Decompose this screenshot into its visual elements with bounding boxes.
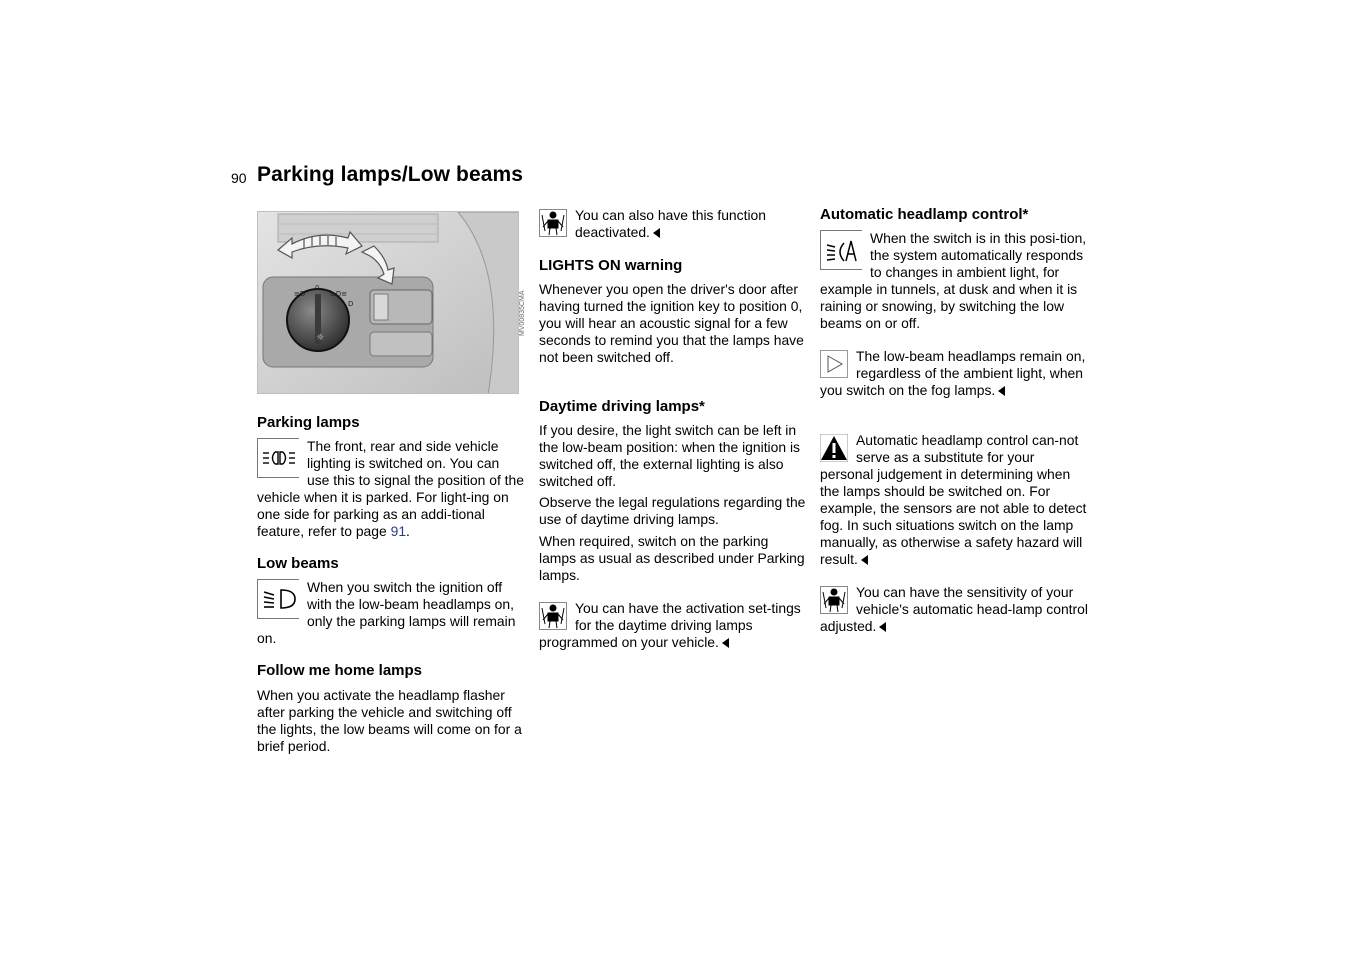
follow-me-home-heading: Follow me home lamps (257, 662, 423, 679)
svg-text:D: D (348, 300, 354, 308)
low-beams-section (257, 579, 525, 647)
deactivate-note (539, 207, 807, 241)
activation-text: You can have the activation set-tings for the daytime driving lamps programmed on your vehicle. (539, 600, 801, 650)
svg-text:0: 0 (315, 284, 320, 292)
low-beam-icon (257, 579, 299, 619)
fog-lamps-note (820, 348, 1088, 399)
daytime-driving-heading: Daytime driving lamps* (539, 398, 705, 415)
figure-code: MV00835CMA (519, 290, 526, 336)
parking-lamps-heading: Parking lamps (257, 414, 360, 431)
automatic-headlamp-heading: Automatic headlamp control* (820, 206, 1029, 223)
svg-text:≡D: ≡D (294, 290, 306, 298)
service-technician-icon (539, 209, 567, 237)
end-mark-icon (998, 386, 1005, 396)
warning-note (820, 432, 1088, 568)
service-technician-icon (539, 602, 567, 630)
low-beams-text: When you switch the ignition off with the low-beam headlamps on, only the parking lamps will remain on. (257, 579, 516, 646)
page-number: 90 (231, 170, 247, 186)
warning-text: Automatic headlamp control can-not serve as a substitute for your personal judgement in determining when the lamps should be switched on. For example, the sensors are not able to detect fog. In such situations switch on the lamp manually, as otherwise a safety hazard will result. (820, 432, 1087, 567)
light-switch-illustration (258, 212, 519, 394)
parking-lamps-section (257, 438, 525, 540)
light-switch-photo (257, 211, 519, 394)
end-mark-icon (879, 622, 886, 632)
lights-on-warning-text: Whenever you open the driver's door after having turned the ignition key to position 0, you will hear an acoustic signal for a few seconds to remind you that the lamps have not been switched off. (539, 281, 804, 365)
daytime-driving-p1: If you desire, the light switch can be left in the low-beam position: when the ignition is switched off, the external lighting is also switched off. (539, 422, 800, 489)
service-technician-icon (820, 586, 848, 614)
parking-lamp-icon (257, 438, 299, 478)
warning-triangle-icon (820, 434, 848, 462)
sensitivity-text: You can have the sensitivity of your vehicle's automatic head-lamp control adjusted. (820, 584, 1088, 634)
daytime-driving-p3: When required, switch on the parking lamps as usual as described under Parking lamps. (539, 533, 805, 583)
low-beams-heading: Low beams (257, 555, 339, 572)
deactivate-text: You can also have this function deactivated. (575, 207, 767, 240)
end-mark-icon (722, 638, 729, 648)
parking-lamps-text-end: . (406, 523, 410, 539)
automatic-headlamp-text: When the switch is in this posi-tion, the system automatically responds to changes in ambient light, for example in tunnels, at dusk and when it is raining or snowing, by switching the low beams on or off. (820, 230, 1087, 331)
page-title: Parking lamps/Low beams (257, 163, 524, 186)
svg-text:☼: ☼ (316, 333, 325, 343)
daytime-driving-p2: Observe the legal regulations regarding the use of daytime driving lamps. (539, 494, 806, 527)
auto-headlamp-icon (820, 230, 862, 270)
follow-me-home-text: When you activate the headlamp flasher after parking the vehicle and switching off the lights, the low beams will come on for a brief period. (257, 687, 522, 754)
svg-text:≡D≡: ≡D≡ (330, 290, 348, 298)
activation-note (539, 600, 807, 651)
end-mark-icon (653, 228, 660, 238)
lights-on-warning-heading: LIGHTS ON warning (539, 257, 683, 274)
fog-lamps-text: The low-beam headlamps remain on, regardless of the ambient light, when you switch on the fog lamps. (820, 348, 1086, 398)
parking-lamps-text: The front, rear and side vehicle lighting is switched on. You can use this to signal the position of the vehicle when it is parked. For light-ing on one side for parking as an addi-tional feature, refer to page (257, 438, 524, 539)
note-triangle-icon (820, 350, 848, 378)
end-mark-icon (861, 555, 868, 565)
automatic-headlamp-section (820, 230, 1088, 332)
page-91-link[interactable]: 91 (390, 523, 407, 539)
sensitivity-note (820, 584, 1088, 635)
